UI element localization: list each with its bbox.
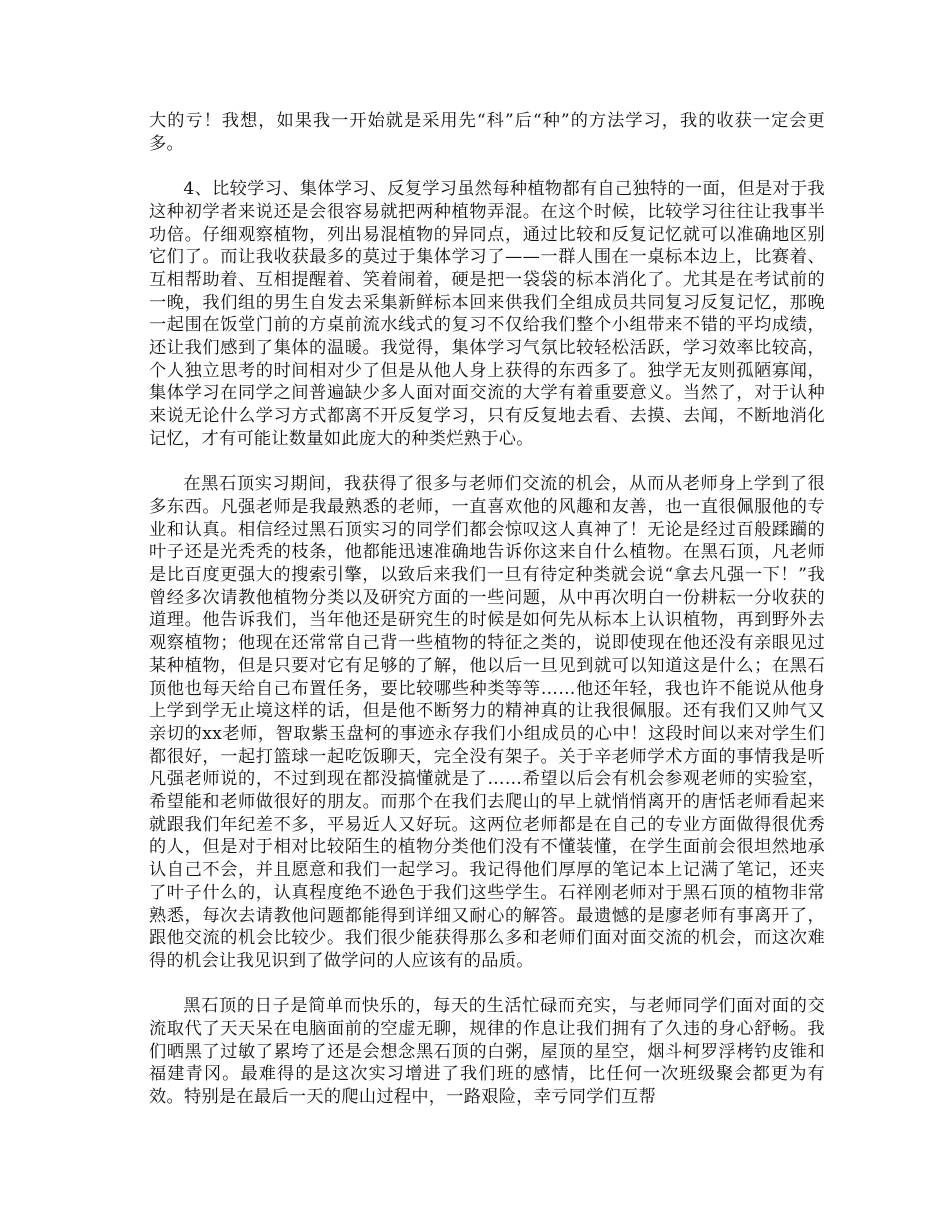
paragraph-3: 在黑石顶实习期间，我获得了很多与老师们交流的机会，从而从老师身上学到了很多东西。凡强老师是我最熟悉的老师，一直喜欢他的风趣和友善，也一直很佩服他的专业和认真。相信经过黑石顶实习的同学们都会惊叹这人真神了！无论是经过百般蹂躏的叶子还是光秃秃的枝条，他都能迅速准确地告诉你这来自什么植物。在黑石顶，凡老师是比百度更强大的搜索引擎，以致后来我们一旦有待定种类就会说“拿去凡强一下！”我曾经多次请教他植物分类以及研究方面的一些问题，从中再次明白一份耕耘一分收获的道理。他告诉我们，当年他还是研究生的时候是如何先从标本上认识植物，再到野外去观察植物；他现在还常常自己背一些植物的特征之类的，说即使现在他还没有亲眼见过某种植物，但是只要对它有足够的了解，他以后一旦见到就可以知道这是什么；在黑石顶他也每天给自己布置任务，要比较哪些种类等等……他还年轻，我也许不能说从他身上学到学无止境这样的话，但是他不断努力的精神真的让我很佩服。还有我们又帅气又亲切的xx老师，智取紫玉盘柯的事迹永存我们小组成员的心中！这段时间以来对学生们都很好，一起打篮球一起吃饭聊天，完全没有架子。关于辛老师学术方面的事情我是听凡强老师说的，不过到现在都没搞懂就是了……希望以后会有机会参观老师的实验室，希望能和老师做很好的朋友。而那个在我们去爬山的早上就悄悄离开的唐恬老师看起来就跟我们年纪差不多，平易近人又好玩。这两位老师都是在自己的专业方面做得很优秀的人，但是对于相对比较陌生的植物分类他们没有不懂装懂，在学生面前会很坦然地承认自己不会，并且愿意和我们一起学习。我记得他们厚厚的笔记本上记满了笔记，还夹了叶子什么的，认真程度绝不逊色于我们这些学生。石祥刚老师对于黑石顶的植物非常熟悉，每次去请教他问题都能得到详细又耐心的解答。最遗憾的是廖老师有事离开了，跟他交流的机会比较少。我们很少能获得那么多和老师们面对面交流的机会，而这次难得的机会让我见识到了做学问的人应该有的品质。: [149, 474, 825, 971]
document-body: [149, 110, 825, 1109]
paragraph-4: 黑石顶的日子是简单而快乐的，每天的生活忙碌而充实，与老师同学们面对面的交流取代了天天呆在电脑面前的空虚无聊，规律的作息让我们拥有了久违的身心舒畅。我们晒黑了过敏了累垮了还是会想念黑石顶的白粥，屋顶的星空，烟斗柯罗浮栲钓皮锥和福建青冈。最难得的是这次实习增进了我们班的感情，比任何一次班级聚会都更为有效。特别是在最后一天的爬山过程中，一路艰险，幸亏同学们互帮: [149, 996, 825, 1108]
paragraph-2: 4、比较学习、集体学习、反复学习虽然每种植物都有自己独特的一面，但是对于我这种初学者来说还是会很容易就把两种植物弄混。在这个时候，比较学习往往让我事半功倍。仔细观察植物，列出易混植物的异同点，通过比较和反复记忆就可以准确地区别它们了。而让我收获最多的莫过于集体学习了——一群人围在一桌标本边上，比赛着、互相帮助着、互相提醒着、笑着闹着，硬是把一袋袋的标本消化了。尤其是在考试前的一晚，我们组的男生自发去采集新鲜标本回来供我们全组成员共同复习反复记忆，那晚一起围在饭堂门前的方桌前流水线式的复习不仅给我们整个小组带来不错的平均成绩，还让我们感到了集体的温暖。我觉得，集体学习气氛比较轻松活跃，学习效率比较高，个人独立思考的时间相对少了但是从他人身上获得的东西多了。独学无友则孤陋寡闻，集体学习在同学之间普遍缺少多人面对面交流的大学有着重要意义。当然了，对于认种来说无论什么学习方式都离不开反复学习，只有反复地去看、去摸、去闻，不断地消化记忆，才有可能让数量如此庞大的种类烂熟于心。: [149, 179, 825, 449]
paragraph-1: 大的亏！我想，如果我一开始就是采用先“科”后“种”的方法学习，我的收获一定会更多。: [149, 111, 825, 154]
